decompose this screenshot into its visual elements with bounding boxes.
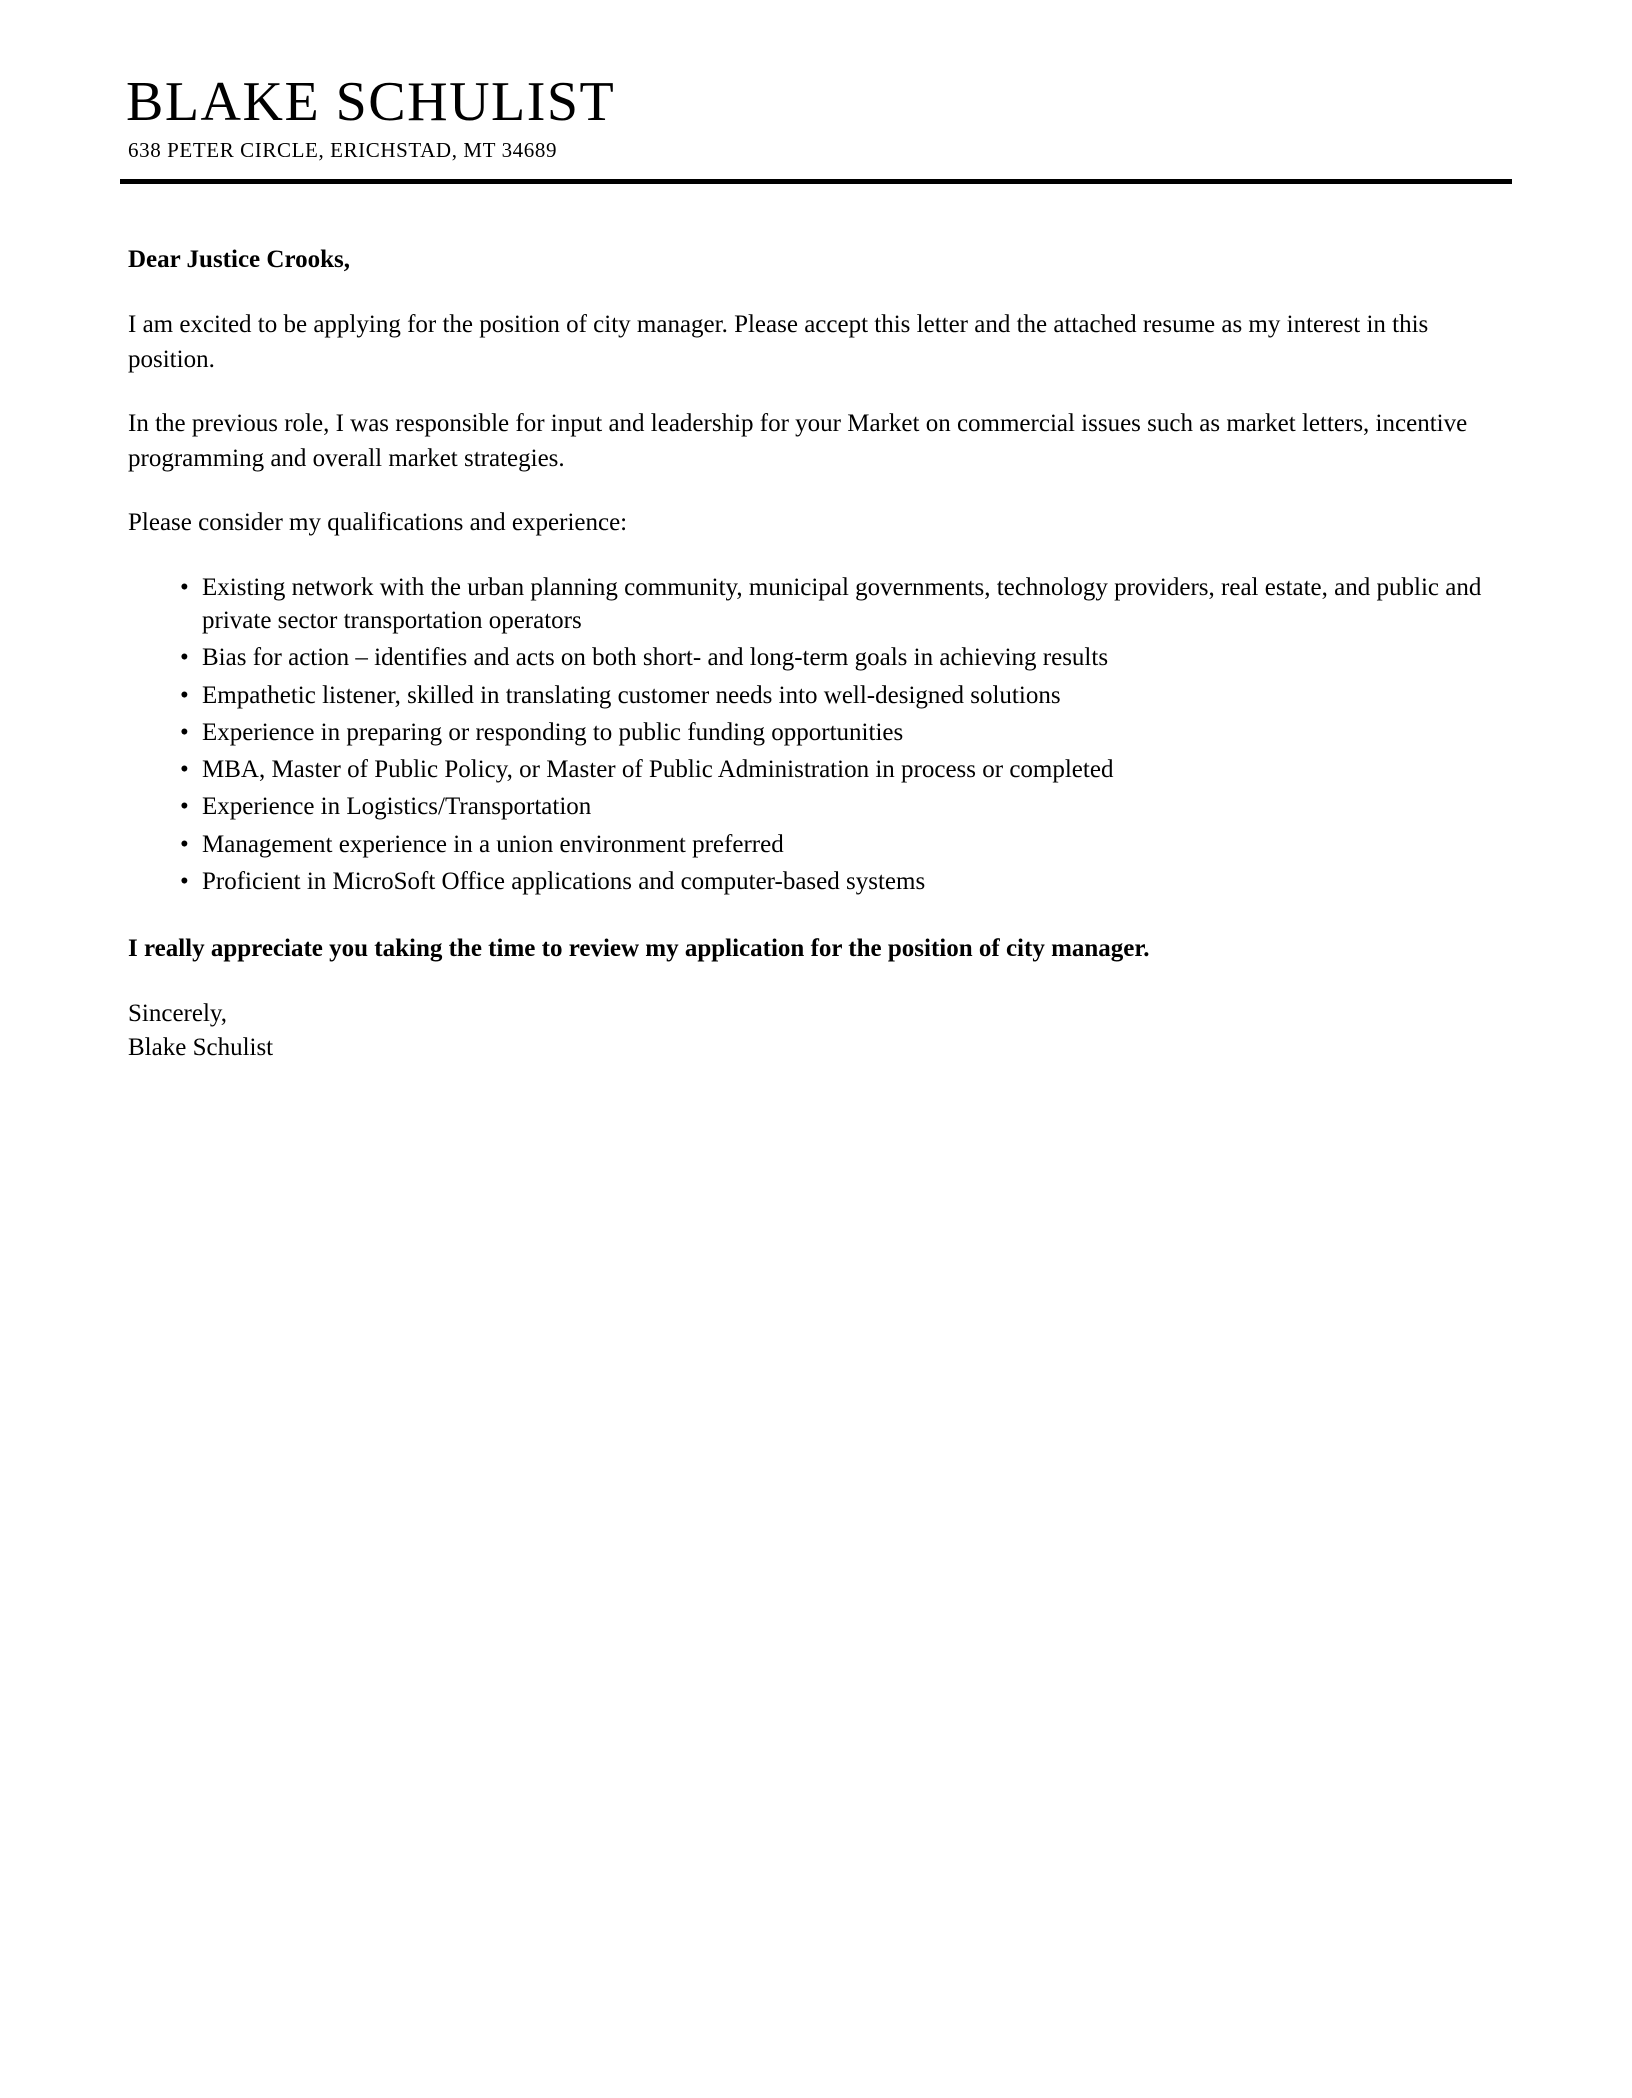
sign-off: Sincerely, (128, 999, 228, 1027)
letter-body (120, 246, 1512, 1065)
signature-block (128, 997, 1482, 1066)
list-item: • Experience in Logistics/Transportation (180, 790, 1482, 823)
applicant-name: BLAKE SCHULIST (126, 71, 616, 133)
list-item: • Bias for action – identifies and acts on both short- and long-term goals in achieving results (180, 641, 1482, 674)
list-item: • Experience in preparing or responding to public funding opportunities (180, 716, 1482, 749)
list-item: • MBA, Master of Public Policy, or Master of Public Administration in process or completed (180, 753, 1482, 786)
paragraph-qualifications-lead: Please consider my qualifications and experience: (128, 509, 628, 537)
list-item: • Empathetic listener, skilled in translating customer needs into well-designed solutions (180, 679, 1482, 712)
applicant-address: 638 PETER CIRCLE, ERICHSTAD, MT 34689 (128, 138, 558, 163)
closing-statement: I really appreciate you taking the time to review my application for the position of city manager. (128, 935, 1150, 963)
list-item: • Proficient in MicroSoft Office applications and computer-based systems (180, 865, 1482, 898)
list-item: • Existing network with the urban planning community, municipal governments, technology providers, real estate, and public and private sector transportation operators (180, 571, 1482, 638)
letterhead (120, 72, 1512, 184)
paragraph-experience: In the previous role, I was responsible for input and leadership for your Market on commercial issues such as market letters, incentive programming and overall market strategies. (128, 410, 1468, 472)
list-item: • Management experience in a union environment preferred (180, 828, 1482, 861)
header-divider (120, 179, 1512, 184)
paragraph-intro: I am excited to be applying for the position of city manager. Please accept this letter and the attached resume as my interest in this position. (128, 311, 1429, 373)
salutation: Dear Justice Crooks, (128, 246, 350, 274)
qualifications-list (128, 571, 1482, 898)
signature-name: Blake Schulist (128, 1034, 274, 1062)
